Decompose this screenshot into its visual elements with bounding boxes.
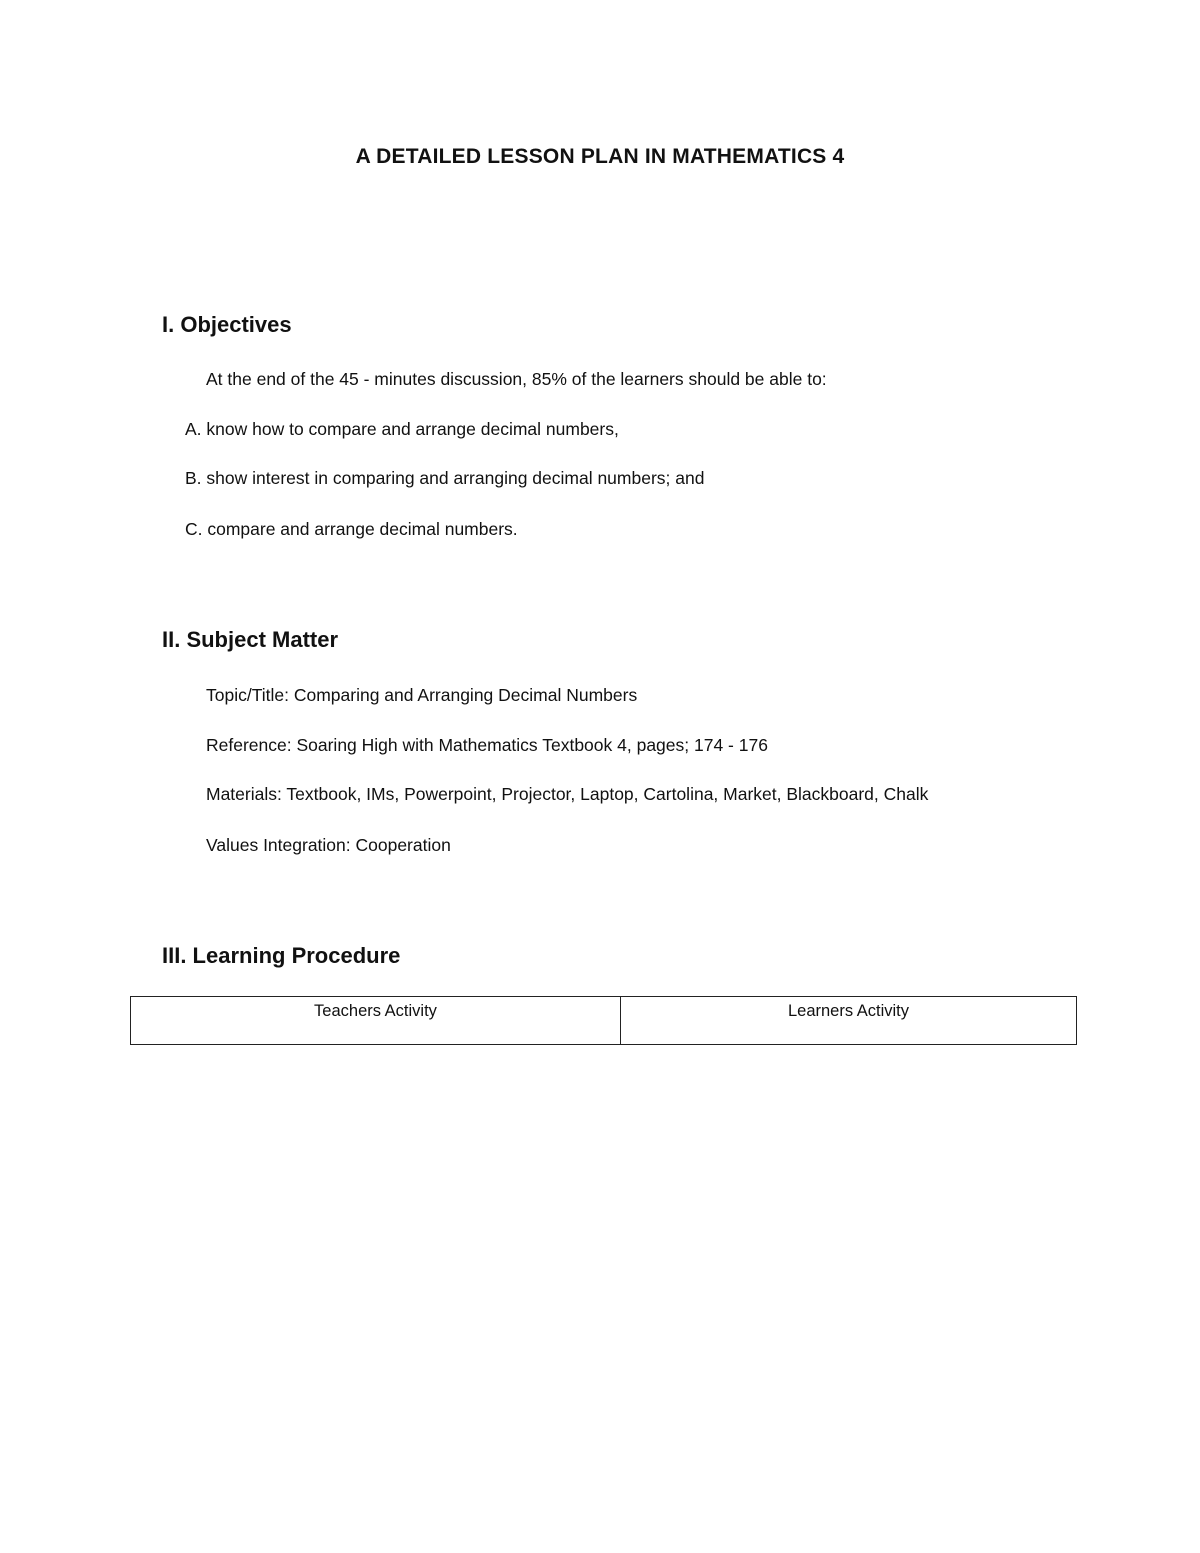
learners-activity-header: Learners Activity (621, 997, 1077, 1045)
objective-text: know how to compare and arrange decimal numbers, (201, 419, 619, 439)
objective-item-b (185, 468, 704, 489)
objective-text: compare and arrange decimal numbers. (202, 519, 518, 539)
objective-marker: C. (185, 519, 203, 539)
subject-topic: Topic/Title: Comparing and Arranging Decimal Numbers (206, 685, 638, 705)
learning-procedure-heading: III. Learning Procedure (162, 943, 401, 968)
table-row (131, 997, 1077, 1045)
objectives-intro: At the end of the 45 - minutes discussion, 85% of the learners should be able to: (206, 369, 827, 389)
objective-item-a (185, 419, 619, 440)
subject-values: Values Integration: Cooperation (206, 835, 451, 855)
subject-matter-heading: II. Subject Matter (162, 627, 339, 652)
objective-text: show interest in comparing and arranging decimal numbers; and (201, 468, 705, 488)
procedure-table (130, 996, 1077, 1045)
objectives-heading: I. Objectives (162, 312, 292, 337)
document-title: A DETAILED LESSON PLAN IN MATHEMATICS 4 (355, 145, 845, 168)
objective-marker: A. (185, 419, 202, 439)
subject-materials: Materials: Textbook, IMs, Powerpoint, Projector, Laptop, Cartolina, Market, Blackboard, Chalk (206, 784, 929, 804)
objective-item-c (185, 519, 518, 540)
subject-reference: Reference: Soaring High with Mathematics Textbook 4, pages; 174 - 176 (206, 735, 768, 755)
teachers-activity-header: Teachers Activity (131, 997, 621, 1045)
objective-marker: B. (185, 468, 202, 488)
